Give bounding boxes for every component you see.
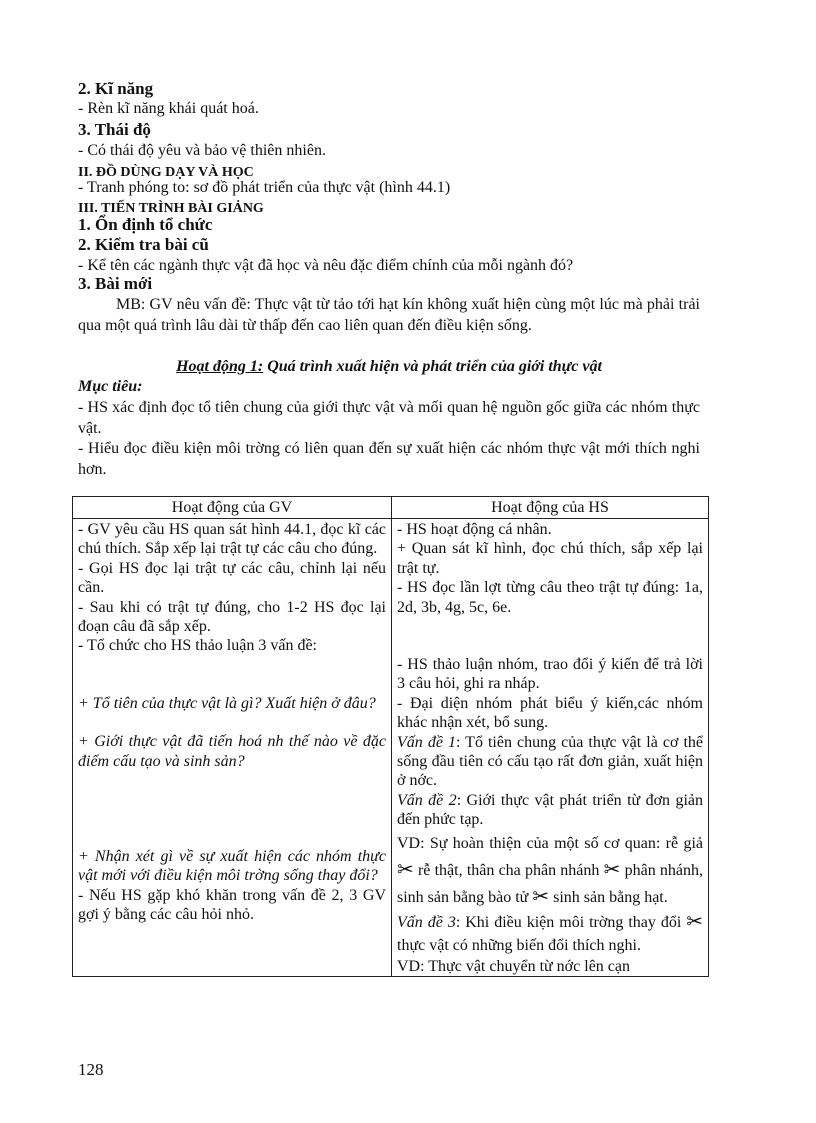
student-step-1: - HS hoạt động cá nhân.	[397, 521, 552, 538]
activity-label: Hoạt động 1:	[176, 358, 264, 375]
student-step-5: - Đại diện nhóm phát biểu ý kiến,các nhóm khác nhận xét, bổ sung.	[397, 694, 703, 732]
issue-3-example: VD: Thực vật chuyển từ nớc lên cạn	[397, 957, 630, 975]
new-lesson-heading: 3. Bài mới	[78, 274, 153, 293]
issue-3: Vấn đề 3: Khi điều kiện môi trờng thay đổi ✂ thực vật có những biến đổi thích nghi.	[397, 910, 704, 954]
goal-heading: Mục tiêu:	[78, 378, 143, 395]
student-step-3: - HS đọc lần lợt từng câu theo trật tự đúng: 1a, 2d, 3b, 4g, 5c, 6e.	[397, 579, 703, 616]
scissors-arrow-icon: ✂	[397, 858, 414, 881]
intro-paragraph: MB: GV nêu vấn đề: Thực vật từ tảo tới hạt kín không xuất hiện cùng một lúc mà phải trải qua một quá trình lâu dài từ thấp đến cao liên quan đến điều kiện sống.	[78, 296, 700, 334]
teacher-step-1: - GV yêu cầu HS quan sát hình 44.1, đọc kĩ các chú thích. Sắp xếp lại trật tự các câu cho đúng.	[78, 521, 386, 558]
materials-text: - Tranh phóng to: sơ đồ phát triển của thực vật (hình 44.1)	[78, 179, 451, 196]
skills-text: - Rèn kĩ năng khái quát hoá.	[78, 100, 259, 117]
activity-title	[78, 357, 700, 377]
table-header-row	[73, 497, 709, 519]
activity-title-text: Quá trình xuất hiện và phát triển của giới thực vật	[263, 358, 602, 375]
teacher-step-4: - Tổ chức cho HS thảo luận 3 vấn đề:	[78, 637, 317, 655]
page-number: 128	[78, 1060, 104, 1079]
issue-2-example: VD: Sự hoàn thiện của một số cơ quan: rễ giả ✂ rễ thật, thân cha phân nhánh ✂ phân nhánh, sinh sản bằng bào tử ✂ sinh sản bằng hạt.	[397, 834, 704, 908]
attitude-text: - Có thái độ yêu và bảo vệ thiên nhiên.	[78, 142, 326, 159]
scissors-arrow-icon: ✂	[603, 858, 621, 881]
old-lesson-question: - Kể tên các ngành thực vật đã học và nêu đặc điểm chính của mỗi ngành đó?	[78, 257, 574, 274]
teacher-step-5: - Nếu HS gặp khó khăn trong vấn đề 2, 3 GV gợi ý bằng các câu hỏi nhỏ.	[78, 886, 386, 924]
issue-2	[397, 791, 703, 830]
skills-heading: 2. Kĩ năng	[78, 79, 154, 98]
process-heading: III. TIẾN TRÌNH BÀI GIẢNG	[78, 201, 264, 216]
teacher-question-1: + Tổ tiên của thực vật là gì? Xuất hiện ở đâu?	[78, 694, 376, 712]
table-row	[73, 519, 709, 977]
goal-item-2: - Hiểu đọc điều kiện môi trờng có liên quan đến sự xuất hiện các nhóm thực vật mới thích nghi hơn.	[78, 440, 700, 478]
issue-2-label: Vấn đề 2	[397, 791, 457, 809]
teacher-step-2: - Gọi HS đọc lại trật tự các câu, chỉnh lại nếu cần.	[78, 559, 386, 597]
issue-1-text: : Tổ tiên chung của thực vật là cơ thể sống đầu tiên có cấu tạo rất đơn giản, xuất hiện ở nớc.	[397, 733, 704, 790]
teacher-column-header: Hoạt động của GV	[73, 497, 392, 519]
student-step-2: + Quan sát kĩ hình, đọc chú thích, sắp xếp lại trật tự.	[397, 540, 703, 577]
teacher-question-2: + Giới thực vật đã tiến hoá nh thế nào về đặc điểm cấu tạo và sinh sản?	[78, 733, 386, 770]
teacher-question-3: + Nhận xét gì về sự xuất hiện các nhóm thực vật mới với điều kiện môi trờng sống thay đổi?	[78, 848, 386, 885]
issue-2-text: : Giới thực vật phát triển từ đơn giản đến phức tạp.	[397, 791, 704, 829]
teacher-activities-cell	[73, 519, 392, 977]
scissors-arrow-icon: ✂	[686, 910, 704, 933]
scissors-arrow-icon: ✂	[532, 885, 550, 908]
old-lesson-heading: 2. Kiểm tra bài cũ	[78, 235, 209, 254]
student-step-4: - HS thảo luận nhóm, trao đổi ý kiến để trả lời 3 câu hỏi, ghi ra nháp.	[397, 656, 703, 693]
stabilize-heading: 1. Ổn định tổ chức	[78, 215, 213, 234]
activity-table	[72, 496, 709, 977]
goal-item-1: - HS xác định đọc tổ tiên chung của giới thực vật và mối quan hệ nguồn gốc giữa các nhóm thực vật.	[78, 399, 700, 437]
materials-heading: II. ĐỒ DÙNG DẠY VÀ HỌC	[78, 165, 254, 180]
issue-3-label: Vấn đề 3	[397, 913, 456, 931]
teacher-step-3: - Sau khi có trật tự đúng, cho 1-2 HS đọc lại đoạn câu đã sắp xếp.	[78, 598, 386, 636]
issue-1-label: Vấn đề 1	[397, 733, 456, 751]
attitude-heading: 3. Thái độ	[78, 120, 151, 139]
student-column-header: Hoạt động của HS	[392, 497, 709, 519]
issue-1	[397, 733, 703, 791]
student-activities-cell	[392, 519, 709, 977]
